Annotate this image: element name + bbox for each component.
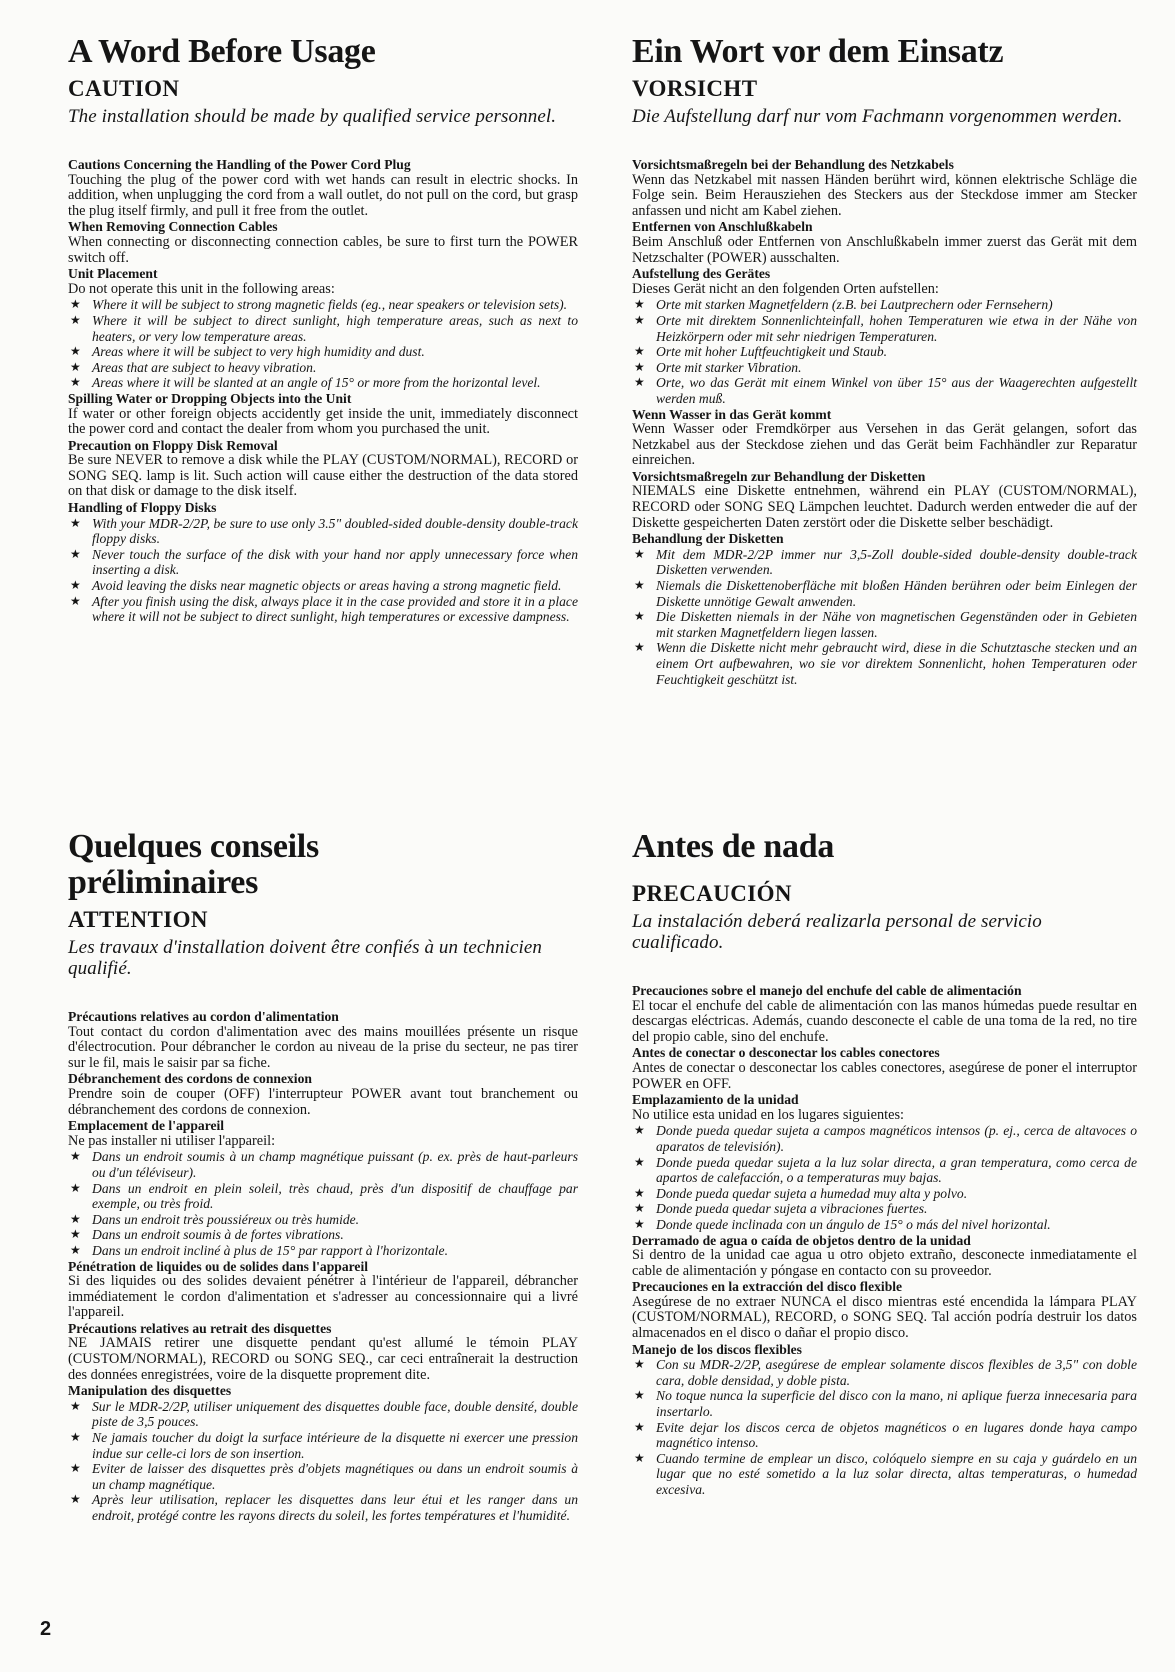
star-bullet-icon: ★ <box>70 344 81 359</box>
star-bullet-icon: ★ <box>70 1461 81 1476</box>
star-bullet-icon: ★ <box>70 1149 81 1164</box>
subsection-heading: Manejo de los discos flexibles <box>632 1341 802 1357</box>
subsection-heading: Precaution on Floppy Disk Removal <box>68 437 278 453</box>
star-bullet-icon: ★ <box>70 1211 81 1226</box>
subsection-heading: Aufstellung des Gerätes <box>632 266 771 282</box>
subsection-heading: Manipulation des disquettes <box>68 1383 232 1399</box>
page-number: 2 <box>40 1618 52 1640</box>
star-bullet-icon: ★ <box>70 546 81 561</box>
body-text: Beim Anschluß oder Entfernen von Anschlußkabeln immer zuerst das Gerät mit dem Netzschalter (POWER) ausschalten. <box>632 233 1137 266</box>
subsection-heading: Behandlung der Disketten <box>632 531 784 547</box>
list-item-text: Never touch the surface of the disk with your hand nor apply unnecessary force when inserting a disk. <box>92 546 578 578</box>
list-item <box>68 1243 578 1259</box>
star-bullet-icon: ★ <box>634 609 645 624</box>
list-item <box>68 1227 578 1243</box>
subsection-heading: Cautions Concerning the Handling of the Power Cord Plug <box>68 157 411 172</box>
star-bullet-icon: ★ <box>634 359 645 374</box>
list-item-text: Dans un endroit soumis à de fortes vibrations. <box>92 1227 344 1243</box>
subsection-heading: Précautions relatives au cordon d'alimentation <box>68 1009 339 1024</box>
subsection-heading: Precauciones en la extracción del disco flexible <box>632 1279 903 1295</box>
subsection-heading: Precauciones sobre el manejo del enchufe del cable de alimentación <box>632 983 1022 998</box>
list-item-text: Dans un endroit en plein soleil, très chaud, près d'un dispositif de chauffage par exemple, ou très froid. <box>92 1180 578 1212</box>
subsection-heading: Emplazamiento de la unidad <box>632 1092 799 1108</box>
section-title: Antes de nada <box>632 828 835 865</box>
list-item <box>68 1149 578 1180</box>
list-item <box>632 1186 1137 1202</box>
star-bullet-icon: ★ <box>70 375 81 390</box>
body-text: Prendre soin de couper (OFF) l'interrupteur POWER avant tout branchement ou débranchement des cordons de connexion. <box>68 1085 578 1118</box>
star-bullet-icon: ★ <box>70 1430 81 1445</box>
star-bullet-icon: ★ <box>634 344 645 359</box>
list-item-text: Dans un endroit incliné à plus de 15° par rapport à l'horizontale. <box>92 1242 448 1258</box>
list-item-text: After you finish using the disk, always place it in the case provided and store it in a place where it will not be subject to direct sunlight, high temperatures or excessive dampness. <box>92 593 578 625</box>
list-item <box>68 594 578 625</box>
list-item-text: Ne jamais toucher du doigt la surface intérieure de la disquette ni exercer une pression indue sur celle-ci lors de son insertion. <box>92 1430 578 1461</box>
list-item <box>68 360 578 376</box>
star-bullet-icon: ★ <box>70 359 81 374</box>
star-bullet-icon: ★ <box>634 1388 645 1403</box>
bullet-list <box>68 1399 578 1524</box>
subsection-heading: Handling of Floppy Disks <box>68 500 217 516</box>
list-item <box>632 1357 1137 1388</box>
list-item-text: Sur le MDR-2/2P, utiliser uniquement des disquettes double face, double densité, double piste de 3,5 pouces. <box>92 1398 578 1430</box>
list-item-text: Orte mit direktem Sonnenlichteinfall, hohen Temperaturen wie etwa in der Nähe von Heizkörpern oder mit sehr niedrigen Temperaturen. <box>656 312 1137 344</box>
caution-text: The installation should be made by qualified service personnel. <box>68 106 557 127</box>
list-item-text: Donde pueda quedar sujeta a humedad muy alta y polvo. <box>656 1185 968 1201</box>
caution-heading: VORSICHT <box>632 76 758 101</box>
body-text: If water or other foreign objects accidently get inside the unit, immediately disconnect the power cord and contact the dealer from whom you purchased the unit. <box>68 405 578 438</box>
section-title: A Word Before Usage <box>68 33 376 70</box>
body-text: Wenn das Netzkabel mit nassen Händen berührt wird, können elektrische Schläge die Folge sein. Beim Herausziehen des Steckers aus der Steckdose immer am Stecker anfassen und nicht am Kabel ziehen. <box>632 171 1137 219</box>
list-item-text: Dans un endroit très poussiéreux ou très humide. <box>92 1211 360 1227</box>
list-item <box>68 578 578 594</box>
star-bullet-icon: ★ <box>634 640 645 655</box>
star-bullet-icon: ★ <box>70 312 81 327</box>
list-item <box>68 1461 578 1492</box>
list-item-text: Cuando termine de emplear un disco, colóquelo siempre en su caja y guárdelo en un lugar que no esté sometido a la luz solar directa, altas temperaturas, o humedad excesiva. <box>656 1450 1137 1497</box>
list-item <box>68 1430 578 1461</box>
list-item <box>632 360 1137 376</box>
body-text: NIEMALS eine Diskette entnehmen, während ein PLAY (CUSTOM/NORMAL), RECORD oder SONG SEQ Lämpchen leuchtet. Dadurch werden entweder die auf der Diskette gespeicherten Daten zerstört oder die Diskette selber beschädigt. <box>632 483 1137 531</box>
body-text: NE JAMAIS retirer une disquette pendant qu'est allumé le témoin PLAY (CUSTOM/NORMAL), RECORD ou SONG SEQ., car ceci entraînerait la destruction des données enregistrées, voire de la disquette proprement dite. <box>68 1335 578 1383</box>
body-text: Be sure NEVER to remove a disk while the PLAY (CUSTOM/NORMAL), RECORD or SONG SEQ. lamp is lit. Such action will cause either the destruction of the data stored on that disk or damage to the disk itself. <box>68 452 578 500</box>
star-bullet-icon: ★ <box>634 1123 645 1138</box>
body-text: Antes de conectar o desconectar los cables conectores, asegúrese de poner el interruptor POWER en OFF. <box>632 1059 1137 1092</box>
list-item <box>632 1451 1137 1498</box>
list-item-text: Orte mit starker Vibration. <box>656 359 802 375</box>
caution-heading: CAUTION <box>68 76 180 101</box>
section-title: Quelques conseils préliminaires <box>68 828 319 901</box>
list-item-text: Areas where it will be slanted at an angle of 15° or more from the horizontal level. <box>92 375 541 391</box>
section-english <box>68 34 578 625</box>
star-bullet-icon: ★ <box>634 312 645 327</box>
list-item <box>632 1201 1137 1217</box>
subsection-heading: Vorsichtsmaßregeln bei der Behandlung des Netzkabels <box>632 157 954 172</box>
list-item-text: Areas where it will be subject to very high humidity and dust. <box>92 344 425 360</box>
list-item <box>632 375 1137 406</box>
subsection-heading: Débranchement des cordons de connexion <box>68 1071 312 1087</box>
body-text: Touching the plug of the power cord with wet hands can result in electric shocks. In addition, when unplugging the cord from a wall outlet, do not pull on the cord, but grasp the plug itself firmly, and pull it free from the outlet. <box>68 171 578 219</box>
section-title: Ein Wort vor dem Einsatz <box>632 33 1004 70</box>
section-items <box>632 983 1137 1498</box>
bullet-list <box>68 297 578 391</box>
star-bullet-icon: ★ <box>634 1419 645 1434</box>
star-bullet-icon: ★ <box>70 1242 81 1257</box>
star-bullet-icon: ★ <box>70 1227 81 1242</box>
list-item-text: Mit dem MDR-2/2P immer nur 3,5-Zoll double-sided double-density double-track Disketten verwenden. <box>656 546 1137 578</box>
list-item <box>68 516 578 547</box>
body-text: Si dentro de la unidad cae agua u otro objeto extraño, desconecte inmediatamente el cable de alimentación y póngase en contacto con su proveedor. <box>632 1247 1137 1279</box>
list-item-text: Donde pueda quedar sujeta a la luz solar directa, a gran temperatura, como cerca de apartos de calefacción, o a temperaturas muy bajas. <box>656 1154 1137 1186</box>
body-text: El tocar el enchufe del cable de alimentación con las manos húmedas puede resultar en descargas eléctricas. Además, cuando desconecte el cable de una toma de la red, no tire del propio cable, sino del enchufe. <box>632 997 1137 1045</box>
list-item-text: Orte mit hoher Luftfeuchtigkeit und Staub. <box>656 344 888 360</box>
body-text: Si des liquides ou des solides devaient pénétrer à l'intérieur de l'appareil, débrancher immédiatement le cordon d'alimentation et s'adresser au concessionnaire qui a livré l'appareil. <box>68 1273 578 1321</box>
caution-heading: PRECAUCIÓN <box>632 881 792 906</box>
star-bullet-icon: ★ <box>634 1185 645 1200</box>
list-item <box>632 578 1137 609</box>
list-item-text: Die Disketten niemals in der Nähe von magnetischen Gegenständen oder in Gebieten mit starken Magnetfeldern liegen lassen. <box>656 609 1137 640</box>
star-bullet-icon: ★ <box>634 1201 645 1216</box>
list-item <box>632 1420 1137 1451</box>
subsection-heading: Antes de conectar o desconectar los cables conectores <box>632 1045 940 1061</box>
list-item <box>68 297 578 313</box>
section-spanish <box>632 829 1137 1498</box>
subsection-heading: Entfernen von Anschlußkabeln <box>632 219 813 235</box>
bullet-list <box>68 1149 578 1258</box>
caution-heading: ATTENTION <box>68 907 208 932</box>
section-items <box>68 157 578 625</box>
bullet-list <box>632 297 1137 406</box>
list-item-text: Areas that are subject to heavy vibration. <box>92 359 317 375</box>
list-item <box>632 1217 1137 1233</box>
list-item-text: Orte mit starken Magnetfeldern (z.B. bei Lautprechern oder Fernsehern) <box>656 297 1053 313</box>
list-item-text: Where it will be subject to direct sunlight, high temperature areas, such as next to heaters, or very low temperature areas. <box>92 312 578 344</box>
list-item <box>68 547 578 578</box>
list-item <box>632 1388 1137 1419</box>
list-item <box>68 1181 578 1212</box>
star-bullet-icon: ★ <box>634 375 645 390</box>
list-item-text: Eviter de laisser des disquettes près d'objets magnétiques ou dans un endroit soumis à un champ magnétique. <box>92 1461 578 1492</box>
star-bullet-icon: ★ <box>634 1357 645 1372</box>
section-german <box>632 34 1137 687</box>
body-text: Tout contact du cordon d'alimentation avec des mains mouillées présente un risque d'électrocution. Pour débrancher le cordon au niveau de la prise du secteur, ne pas tirer sur le fil, mais le saisir par sa fiche. <box>68 1023 578 1071</box>
subsection-heading: Vorsichtsmaßregeln zur Behandlung der Disketten <box>632 468 926 484</box>
body-text: Wenn Wasser oder Fremdkörper aus Versehen in das Gerät gelangen, sofort das Netzkabel aus der Steckdose ziehen und das Gerät beim Fachhändler zur Reparatur einreichen. <box>632 421 1137 469</box>
list-item <box>68 313 578 344</box>
star-bullet-icon: ★ <box>70 515 81 530</box>
caution-text: Die Aufstellung darf nur vom Fachmann vorgenommen werden. <box>632 106 1123 127</box>
bullet-list <box>632 1357 1137 1497</box>
list-item <box>632 344 1137 360</box>
subsection-heading: Unit Placement <box>68 266 158 282</box>
list-item-text: Donde quede inclinada con un ángulo de 15° o más del nivel horizontal. <box>656 1216 1051 1232</box>
list-item-text: Donde pueda quedar sujeta a campos magnéticos intensos (p. ej., cerca de altavoces o aparatos de televisión). <box>656 1123 1137 1154</box>
subsection-heading: Précautions relatives au retrait des disquettes <box>68 1320 332 1336</box>
list-item-text: Evite dejar los discos cerca de objetos magnéticos o en lugares donde haya campo magnético intenso. <box>656 1419 1137 1451</box>
list-item-text: Where it will be subject to strong magnetic fields (eg., near speakers or television sets). <box>92 297 568 313</box>
list-item <box>632 297 1137 313</box>
star-bullet-icon: ★ <box>70 578 81 593</box>
body-text: Asegúrese de no extraer NUNCA el disco mientras esté encendida la lámpara PLAY (CUSTOM/NORMAL), RECORD, o SONG SEQ. Tal acción podría destruir los datos almacenados en el disco o dañar el propio disco. <box>632 1293 1137 1342</box>
list-item-text: Wenn die Diskette nicht mehr gebraucht wird, diese in die Schutztasche stecken und an einem Ort aufbewahren, wo sie vor direktem Sonnenlicht, hohen Temperaturen oder Feuchtigkeit geschützt ist. <box>656 640 1137 687</box>
star-bullet-icon: ★ <box>70 1180 81 1195</box>
star-bullet-icon: ★ <box>70 593 81 608</box>
star-bullet-icon: ★ <box>70 297 81 312</box>
list-item-text: Con su MDR-2/2P, asegúrese de emplear solamente discos flexibles de 3,5" con doble cara, doble densidad, y doble pista. <box>656 1357 1137 1388</box>
body-text: No utilice esta unidad en los lugares siguientes: <box>632 1106 904 1123</box>
body-text: Do not operate this unit in the following areas: <box>68 280 335 297</box>
list-item-text: Niemals die Diskettenoberfläche mit bloßen Händen berühren oder beim Einlegen der Diskette unnötige Gewalt anwenden. <box>656 578 1137 609</box>
list-item <box>68 375 578 391</box>
subsection-heading: Spilling Water or Dropping Objects into the Unit <box>68 390 352 406</box>
star-bullet-icon: ★ <box>634 1450 645 1465</box>
bullet-list <box>632 1123 1137 1232</box>
list-item <box>68 1399 578 1430</box>
list-item-text: Avoid leaving the disks near magnetic objects or areas having a strong magnetic field. <box>92 578 562 594</box>
subsection-heading: Wenn Wasser in das Gerät kommt <box>632 406 832 422</box>
list-item-text: Donde pueda quedar sujeta a vibraciones fuertes. <box>656 1201 928 1217</box>
body-text: When connecting or disconnecting connection cables, be sure to first turn the POWER switch off. <box>68 233 578 266</box>
subsection-heading: Emplacement de l'appareil <box>68 1118 225 1134</box>
list-item <box>632 1155 1137 1186</box>
bullet-list <box>68 516 578 625</box>
subsection-heading: Derramado de agua o caída de objetos dentro de la unidad <box>632 1232 971 1248</box>
list-item <box>632 1123 1137 1154</box>
list-item <box>632 313 1137 344</box>
section-items <box>632 157 1137 687</box>
star-bullet-icon: ★ <box>634 297 645 312</box>
list-item-text: With your MDR-2/2P, be sure to use only 3.5" doubled-sided double-density double-track floppy disks. <box>92 515 578 547</box>
subsection-heading: Pénétration de liquides ou de solides dans l'appareil <box>68 1258 368 1274</box>
bullet-list <box>632 547 1137 687</box>
body-text: Ne pas installer ni utiliser l'appareil: <box>68 1132 276 1149</box>
star-bullet-icon: ★ <box>634 578 645 593</box>
caution-text: La instalación deberá realizarla personal de servicio cualificado. <box>632 911 1042 953</box>
star-bullet-icon: ★ <box>634 1216 645 1231</box>
list-item <box>68 1212 578 1228</box>
list-item-text: Dans un endroit soumis à un champ magnétique puissant (p. ex. près de haut-parleurs ou d'un téléviseur). <box>92 1149 578 1180</box>
list-item-text: Après leur utilisation, replacer les disquettes dans leur étui et les ranger dans un endroit, protégé contre les rayons directs du soleil, les fortes températures et l'humidité. <box>92 1492 578 1523</box>
section-items <box>68 1009 578 1524</box>
star-bullet-icon: ★ <box>634 546 645 561</box>
list-item <box>632 547 1137 578</box>
star-bullet-icon: ★ <box>70 1398 81 1413</box>
star-bullet-icon: ★ <box>634 1154 645 1169</box>
body-text: Dieses Gerät nicht an den folgenden Orten aufstellen: <box>632 280 939 297</box>
star-bullet-icon: ★ <box>70 1492 81 1507</box>
section-french <box>68 829 578 1524</box>
list-item <box>68 1492 578 1523</box>
list-item-text: No toque nunca la superficie del disco con la mano, ni aplique fuerza innecesaria para insertarlo. <box>656 1388 1137 1420</box>
list-item <box>68 344 578 360</box>
subsection-heading: When Removing Connection Cables <box>68 219 278 235</box>
caution-text: Les travaux d'installation doivent être confiés à un technicien qualifié. <box>68 937 543 979</box>
list-item <box>632 609 1137 640</box>
list-item <box>632 640 1137 687</box>
list-item-text: Orte, wo das Gerät mit einem Winkel von über 15° aus der Waagerechten aufgestellt werden muß. <box>656 375 1137 406</box>
